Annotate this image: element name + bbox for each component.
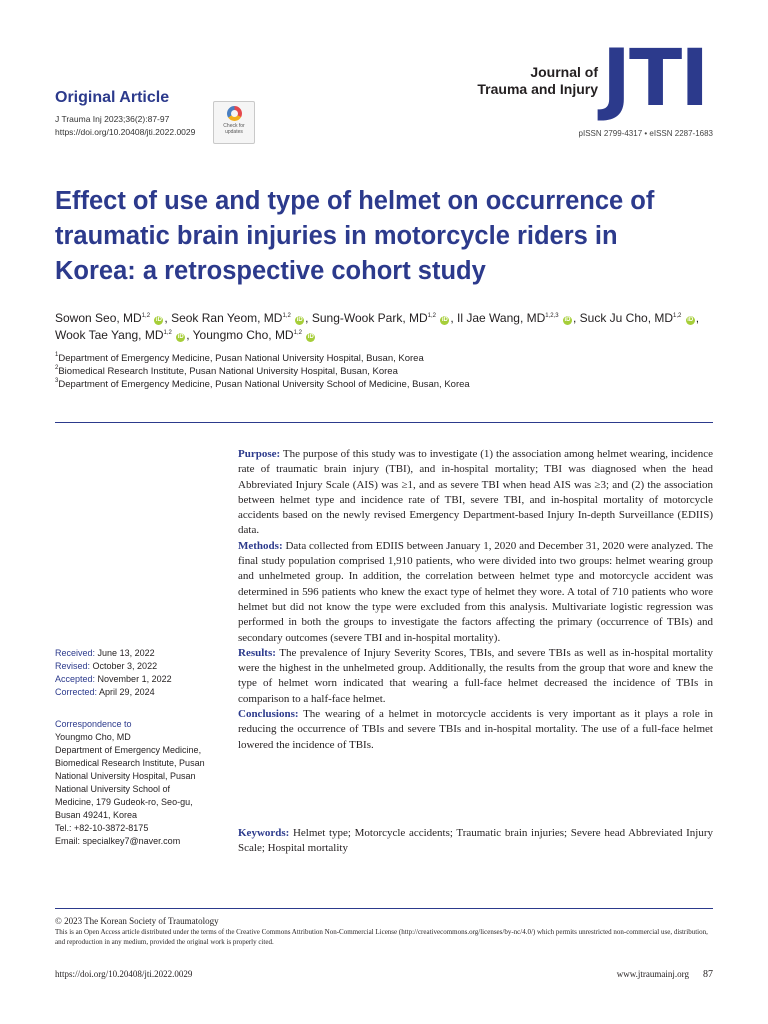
affiliation-text: Department of Emergency Medicine, Pusan National University School of Medicine, Busan, Korea	[58, 379, 470, 390]
abstract	[238, 447, 713, 753]
keywords-text: Helmet type; Motorcycle accidents; Traumatic brain injuries; Severe head Abbreviated Injury Scale; Hospital mortality	[238, 827, 713, 855]
date-row	[55, 686, 172, 699]
author-separator: ,	[164, 311, 172, 325]
date-row	[55, 647, 172, 660]
keywords	[238, 826, 713, 857]
correspondence-line: Department of Emergency Medicine,	[55, 745, 202, 755]
doi-link[interactable]: https://doi.org/10.20408/jti.2022.0029	[55, 127, 196, 137]
correspondence-line: National University School of	[55, 784, 171, 794]
correspondence-line: National University Hospital, Pusan	[55, 771, 196, 781]
author-separator: ,	[572, 311, 580, 325]
abstract-section	[238, 707, 713, 753]
citation-block	[55, 113, 195, 139]
abstract-section-text: The purpose of this study was to investigate (1) the association among helmet wearing, incidence rate of traumatic brain injury (TBI), and in-hospital mortality; TBI was diagnosed when the head Abbreviated Injury Scale (AIS) was ≥1, and as severe TBI when head AIS was ≥3; and (2) the association between helmet type and incidence rate of TBI, severe TBI, and in-hospital mortality of motorcycle accidents based on the newly revised Emergency Department-based Injury In-depth Surveillance (EDIIS) data.	[238, 448, 714, 537]
author-separator: ,	[186, 328, 193, 342]
date-label: Accepted:	[55, 674, 96, 684]
copyright: © 2023 The Korean Society of Traumatology	[55, 916, 219, 926]
date-row	[55, 673, 172, 686]
author-affiliation-sup: 1,2,3	[545, 313, 559, 319]
date-label: Corrected:	[55, 687, 98, 697]
date-value: November 1, 2022	[97, 674, 172, 684]
license-text: This is an Open Access article distributed under the terms of the Creative Commons Attribution Non-Commercial License (http://creativecommons.org/licenses/by-nc/4.0/) which permits unrestricted non-commercial use, distribution, and reproduction in any medium, provided the original work is properly cited.	[55, 928, 708, 946]
author-separator: ,	[450, 311, 458, 325]
author-separator: ,	[695, 311, 700, 325]
keywords-label: Keywords:	[238, 827, 290, 839]
orcid-icon[interactable]: iD	[155, 317, 162, 323]
abstract-section-label: Conclusions:	[238, 708, 299, 721]
abstract-section-label: Purpose:	[238, 448, 281, 460]
license-block	[55, 915, 715, 947]
issn: pISSN 2799-4317 • eISSN 2287-1683	[578, 129, 713, 138]
author-name: Il Jae Wang, MD	[457, 311, 546, 325]
journal-logo: JTI	[602, 34, 708, 124]
orcid-icon[interactable]: iD	[441, 317, 448, 323]
affiliation-text: Department of Emergency Medicine, Pusan National University Hospital, Busan, Korea	[58, 353, 424, 364]
footer-site	[560, 969, 713, 980]
correspondence-line: Tel.: +82-10-3872-8175	[55, 823, 149, 833]
author-name: Youngmo Cho, MD	[192, 328, 294, 342]
orcid-icon[interactable]: iD	[177, 334, 184, 340]
article-title: Effect of use and type of helmet on occurrence of traumatic brain injuries in motorcycle riders in Korea: a retrospective cohort study	[55, 187, 655, 285]
footer-doi[interactable]: https://doi.org/10.20408/jti.2022.0029	[55, 969, 193, 979]
author-name: Sowon Seo, MD	[55, 311, 142, 325]
author-separator: ,	[305, 311, 312, 325]
correspondence-line: Biomedical Research Institute, Pusan	[55, 758, 205, 768]
orcid-icon[interactable]: iD	[564, 317, 571, 323]
affiliation-text: Biomedical Research Institute, Pusan National University Hospital, Busan, Korea	[58, 366, 398, 377]
affiliation-number: 3	[55, 378, 59, 384]
author-affiliation-sup: 1,2	[163, 330, 172, 336]
date-label: Revised:	[55, 661, 91, 671]
correspondence	[55, 718, 215, 848]
date-value: June 13, 2022	[97, 648, 155, 658]
affiliation	[55, 378, 715, 391]
orcid-icon[interactable]: iD	[296, 317, 303, 323]
affiliation-number: 1	[55, 352, 59, 358]
author-affiliation-sup: 1,2	[293, 330, 302, 336]
author-affiliation-sup: 1,2	[141, 313, 151, 319]
page-number: 87	[703, 969, 713, 980]
author-name: Wook Tae Yang, MD	[55, 328, 164, 342]
abstract-section-text: Data collected from EDIIS between January 1, 2020 and December 31, 2020 were analyzed. The final study population comprised 1,910 patients, who were divided into two groups: helmet wearing group and unhelmeted group. In addition, the correlation between helmet type and motorcycle accident was determined in 596 patients who knew the exact type of helmet they wore. A total of 710 patients who wore helmet but did not know the type were excluded from this analysis. Multivariate logistic regression was performed in both the groups to investigate the factors affecting the primary (occurrence of TBIs) and secondary outcomes (severe TBI and in-hospital mortality).	[238, 539, 713, 644]
date-value: October 3, 2022	[92, 661, 158, 671]
author-affiliation-sup: 1,2	[427, 313, 437, 319]
affiliation-list	[55, 352, 715, 391]
correspondence-lines	[55, 731, 215, 848]
author-affiliation-sup: 1,2	[282, 313, 291, 319]
author-name: Suck Ju Cho, MD	[579, 311, 674, 325]
divider	[55, 908, 713, 909]
affiliation	[55, 352, 715, 365]
abstract-section-label: Methods:	[238, 539, 283, 552]
journal-name-line1: Journal of	[530, 64, 598, 80]
check-for-updates-badge[interactable]	[213, 101, 255, 144]
citation-line: J Trauma Inj 2023;36(2):87-97	[55, 114, 170, 124]
article-type: Original Article	[55, 89, 170, 106]
author-affiliation-sup: 1,2	[673, 313, 682, 319]
author-list	[55, 310, 715, 344]
article-dates	[55, 647, 172, 699]
date-label: Received:	[55, 648, 96, 658]
abstract-section	[238, 646, 713, 707]
affiliation-number: 2	[55, 365, 59, 371]
affiliation	[55, 365, 715, 378]
abstract-section	[238, 447, 713, 539]
author-name: Sung-Wook Park, MD	[311, 311, 428, 325]
correspondence-line: Youngmo Cho, MD	[55, 732, 131, 742]
correspondence-heading: Correspondence to	[55, 719, 132, 729]
correspondence-line: Busan 49241, Korea	[55, 810, 138, 820]
abstract-section-text: The wearing of a helmet in motorcycle accidents is very important as it plays a role in reducing the occurrence of TBIs and severe TBIs and in-hospital mortality. The use of a full-face helmet lowered the incidence of TBIs.	[238, 708, 713, 751]
journal-name	[440, 64, 598, 98]
date-row	[55, 660, 172, 673]
correspondence-line: Email: specialkey7@naver.com	[55, 836, 181, 846]
crossmark-icon	[227, 106, 242, 121]
badge-label: Check for updates	[223, 123, 245, 135]
author-name: Seok Ran Yeom, MD	[171, 311, 283, 325]
journal-name-line2: Trauma and Injury	[477, 81, 598, 97]
correspondence-line: Medicine, 179 Gudeok-ro, Seo-gu,	[55, 797, 193, 807]
footer-site-url[interactable]: www.jtraumainj.org	[616, 969, 689, 979]
abstract-section-text: The prevalence of Injury Severity Scores, TBIs, and severe TBIs as well as in-hospital mortality were the highest in the unhelmeted group. Additionally, the results from the group that wore and knew the type of helmet worn indicated that wearing a full-face helmet decreased the incidence of TBIs in comparison to a half-face helmet.	[238, 646, 713, 705]
orcid-icon[interactable]: iD	[307, 334, 314, 340]
abstract-section	[238, 539, 713, 646]
orcid-icon[interactable]: iD	[687, 317, 694, 323]
divider	[55, 422, 713, 423]
abstract-section-label: Results:	[238, 646, 276, 659]
date-value: April 29, 2024	[99, 687, 155, 697]
